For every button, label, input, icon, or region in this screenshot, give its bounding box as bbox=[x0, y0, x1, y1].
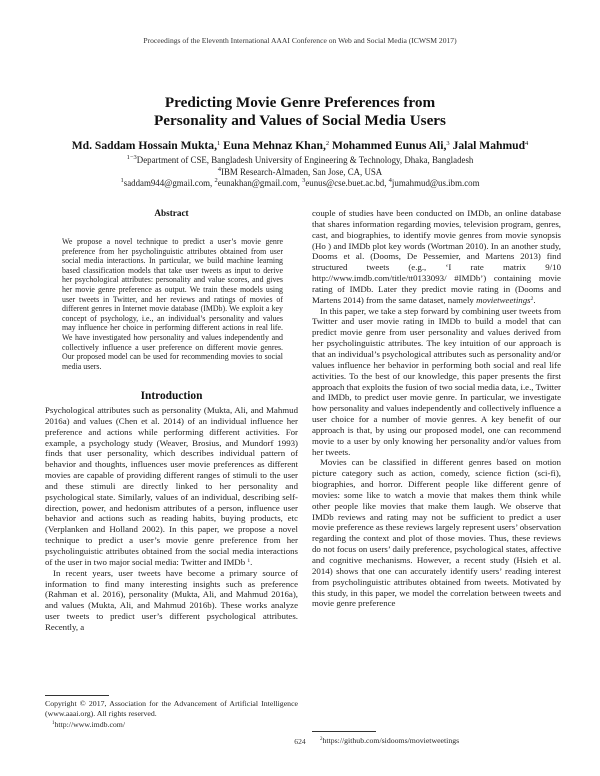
copyright-text: 2017, Association for the Advancement of Artificial Intelligence (www.aaai.org). All rights reserved. bbox=[45, 699, 298, 718]
email-mark: 2 bbox=[214, 177, 218, 184]
affiliation-mark: 1−3 bbox=[126, 154, 137, 161]
paragraph-tail: . bbox=[250, 556, 253, 567]
affiliation-2 bbox=[0, 166, 600, 177]
footnote-mark: 2 bbox=[320, 737, 323, 742]
affiliation-mark: 4 bbox=[217, 166, 222, 173]
abstract-heading: Abstract bbox=[154, 208, 189, 218]
paragraph: Movies can be classified in different genres based on motion picture category such as action, comedy, science fiction (sci-fi), biographies, and horror. Different people like different genre of movies: some like to watch a movie that makes them think while other people like movies that make them laugh. We observe that IMDb reviews and rating may not be sufficient to predict a user movie preference as these reviews largely represent users’ observation regarding the context and plot of those movies. Thus, these reviews do not focus on users’ daily preference, psychological states, affective and cognitive mechanisms. However, a recent study (Hsieh et al. 2014) shows that one can accurately identify users’ reading interest from psycholinguistic attributes obtained from tweets. Motivated by this study, in this paper, we model the correlation between tweets and movie genre preference bbox=[312, 457, 561, 609]
footnote-1 bbox=[52, 719, 125, 730]
footnote-rule bbox=[312, 731, 376, 732]
paragraph bbox=[45, 405, 298, 568]
footnote-rule bbox=[45, 695, 109, 696]
paragraph bbox=[312, 208, 561, 306]
affiliation-text: Department of CSE, Bangladesh University of Engineering & Technology, Dhaka, Bangladesh bbox=[136, 155, 474, 165]
abstract-text: We propose a novel technique to predict a user’s movie genre preference from her psycholinguistic attributes obtained from user social media interactions. In particular, we build machine learning based classification models that take user tweets as input to derive her psychological attributes: personality and value scores, and gives her movie genre preference as output. We train these models using user tweets in Twitter, and her reviews and ratings of movies of different genres in Internet movie database (IMDb). We exploit a key concept of psychology, i.e., an individual’s personality and values may influence her choice in performing different actions in real life. We have investigated how personality and values independently and collectively influence a user preference on different movie genres. Our proposed model can be used for recommending movies to social media users. bbox=[62, 237, 283, 371]
author-name: Jalal Mahmud bbox=[452, 139, 526, 152]
affiliation-1 bbox=[0, 154, 600, 165]
copyright-notice bbox=[45, 699, 298, 719]
email-address: jumahmud@us.ibm.com bbox=[391, 178, 480, 188]
author-list bbox=[0, 139, 600, 152]
copyright-icon: © bbox=[79, 699, 86, 708]
author-mark: 3 bbox=[446, 140, 450, 147]
author-mark: 1 bbox=[216, 140, 221, 147]
dataset-name: movietweetings bbox=[476, 294, 531, 305]
email-mark: 1 bbox=[120, 177, 124, 184]
paragraph: In recent years, user tweets have become a primary source of information to find many interesting insights such as preference (Rahman et al. 2016), personality (Mukta, Ali, and Mahmud 2016a), and values (Mukta, Ali, and Mahmud 2016b). These works analyze user tweets to predict user’s different psychological attributes. Recently, a bbox=[45, 567, 298, 632]
page-number: 624 bbox=[294, 737, 306, 746]
footnote-ref: 2 bbox=[530, 295, 534, 302]
footnote-mark: 1 bbox=[52, 721, 55, 726]
affiliation-text: IBM Research-Almaden, San Jose, CA, USA bbox=[221, 167, 383, 177]
paper-title-line-2: Personality and Values of Social Media Users bbox=[154, 111, 446, 129]
email-address: eunakhan@gmail.com, bbox=[217, 178, 300, 188]
author-name: Mohammed Eunus Ali, bbox=[332, 139, 447, 152]
paragraph-text: couple of studies have been conducted on IMDb, an online database that shares information regarding movies, television program, genres, cast, and biographies, to identify movie genres from movie synopsis (Ho ) and IMDb plot key words (Wortman 2010). In an another study, Dooms et al. (Dooms, De Pessemier, and Martens 2013) find structured tweets (e.g., ‘I rate matrix 9/10 http://www.imdb.com/title/tt0133093/ #IMDb’) containing movie rating of IMDb. Later they predict movie rating in (Dooms and Martens 2014) from the same dataset, namely bbox=[312, 208, 561, 305]
footnote-link[interactable]: http://www.imdb.com/ bbox=[54, 720, 126, 729]
author-emails bbox=[0, 177, 600, 188]
email-mark: 3 bbox=[302, 177, 306, 184]
footnote-ref: 1 bbox=[247, 557, 251, 564]
right-column-body bbox=[312, 208, 561, 609]
footnote-link[interactable]: https://github.com/sidooms/movietweetings bbox=[322, 736, 460, 745]
author-name: Md. Saddam Hossain Mukta, bbox=[71, 139, 217, 152]
left-column-body bbox=[45, 405, 298, 633]
paragraph: In this paper, we take a step forward by combining user tweets from Twitter and user movie rating in IMDb to build a model that can predict movie genre from user personality and values derived from her psycholinguistic attributes. The key intuition of our approach is that an individual’s psychological attributes such as personality and/or values influence her behavior in performing both social and real life activities. To the best of our knowledge, this paper presents the first approach that exploits the fusion of two social media data, i.e., Twitter and IMDb, to predict user movie genre. In particular, we investigate how personality and values independently and collectively influence a user choice for a number of movie genres. A key benefit of our approach is that, by using our proposed model, one can recommend movie to a user by only knowing her personality and/or values from her tweets. bbox=[312, 305, 561, 457]
email-address: saddam944@gmail.com, bbox=[123, 178, 213, 188]
email-mark: 4 bbox=[388, 177, 392, 184]
paragraph-text: Psychological attributes such as personality (Mukta, Ali, and Mahmud 2016a) and values (Chen et al. 2014) of an individual influence her preference and actions while performing different activities. For example, a psychology study (Weaver, Brosius, and Mundorf 1993) finds that user personality, which describes individual pattern of behavior and thoughts, influences user movie preferences as different movies are capable of providing different ranges of stimuli to the user and these stimuli are directly linked to her personality and psychological state. Similarly, values of an individual, describing self-direction, power, and hedonism attributes of a person, influence user behavior and actions such as reading habits, buying products, etc (Verplanken and Holland 2002). In this paper, we propose a novel technique to predict a user’s movie genre preference from her psycholinguistic attributes obtained from the social media interactions of the user in two major social media: Twitter and IMDb bbox=[45, 405, 298, 567]
paragraph-tail: . bbox=[533, 294, 536, 305]
paper-title bbox=[0, 94, 600, 129]
introduction-heading: Introduction bbox=[140, 390, 203, 402]
author-name: Euna Mehnaz Khan, bbox=[223, 139, 326, 152]
author-mark: 4 bbox=[525, 140, 529, 147]
paper-title-line-1: Predicting Movie Genre Preferences from bbox=[164, 94, 436, 111]
copyright-label: Copyright bbox=[45, 699, 80, 708]
proceedings-header: Proceedings of the Eleventh International AAAI Conference on Web and Social Media (ICWSM 2017) bbox=[143, 36, 457, 45]
author-mark: 2 bbox=[325, 140, 330, 147]
email-address: eunus@cse.buet.ac.bd, bbox=[305, 178, 387, 188]
